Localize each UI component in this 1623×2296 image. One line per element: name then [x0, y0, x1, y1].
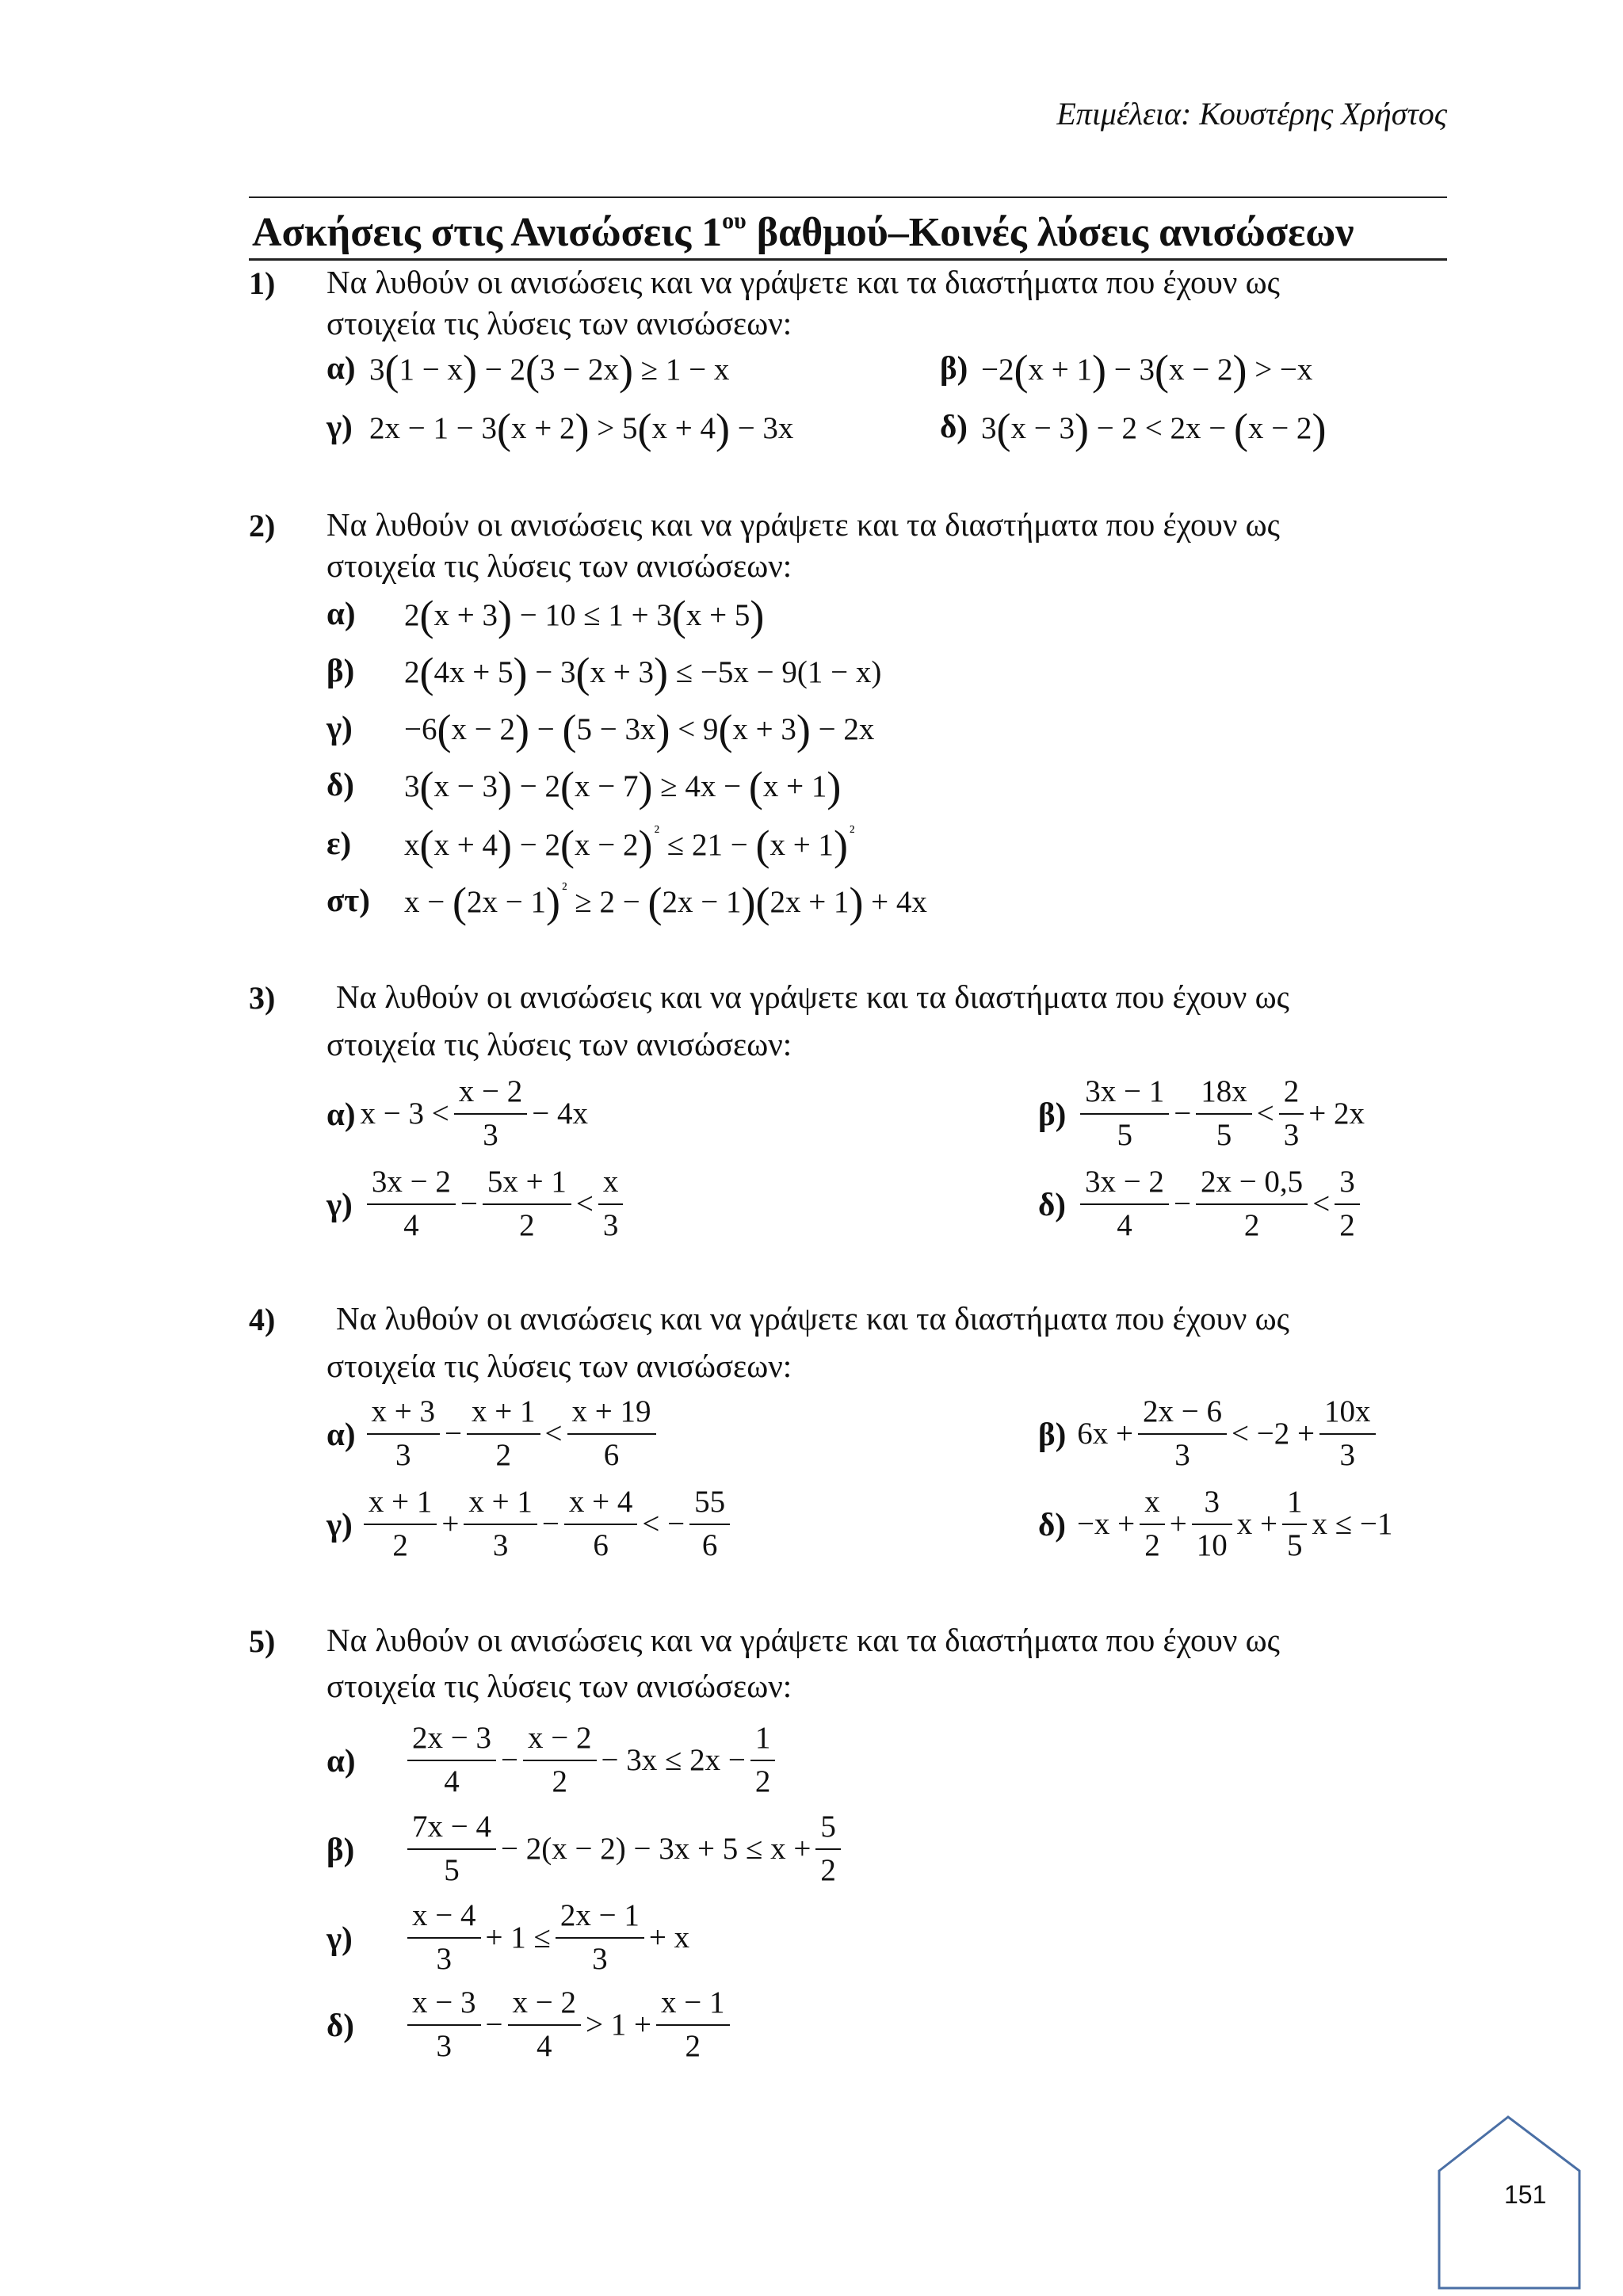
instruction-line1: Να λυθούν οι ανισώσεις και να γράψετε και τα διαστήματα που έχουν ως: [327, 1622, 1280, 1658]
page-header-author: Επιμέλεια: Κουστέρης Χρήστος: [1056, 96, 1447, 132]
instruction-line1: Να λυθούν οι ανισώσεις και να γράψετε και τα διαστήματα που έχουν ως: [327, 506, 1280, 543]
inequality-4b: β) 6x + $\frac{2x - 6}{3}$ < −2 + $\frac{10x}{3}$: [1038, 1391, 1381, 1476]
inequality-4a: α) $\frac{x + 3}{3}$ − $\frac{x + 1}{2}$ < $\frac{x + 19}{6}$: [327, 1391, 661, 1476]
exercise-number: 1): [249, 265, 276, 301]
inequality-5a: α) $\frac{2x - 3}{4}$ − $\frac{x - 2}{2}$ − 3x ≤ 2x − $\frac{1}{2}$: [327, 1718, 780, 1802]
instruction-line1: Να λυθούν οι ανισώσεις και να γράψετε και τα διαστήματα που έχουν ως: [336, 1300, 1289, 1337]
item-label: δ): [327, 766, 354, 803]
inequality-3b: β) $\frac{3x - 1}{5}$ − $\frac{18x}{5}$ < $\frac{2}{3}$ + 2x: [1038, 1071, 1365, 1156]
instruction-line1: Να λυθούν οι ανισώσεις και να γράψετε και τα διαστήματα που έχουν ως: [327, 264, 1280, 300]
inequality-2e: $x(x + 4) - 2(x - 2)^{^2} \le 21 - (x + 1)^{^2}$: [404, 822, 855, 869]
page-title: Ασκήσεις στις Ανισώσεις $1^{o\upsilon}$ βαθμού–Κοινές λύσεις ανισώσεων: [252, 208, 1354, 255]
instruction-line2: στοιχεία τις λύσεις των ανισώσεων:: [327, 1348, 792, 1384]
inequality-4c: γ) $\frac{x + 1}{2}$ + $\frac{x + 1}{3}$ − $\frac{x + 4}{6}$ < − $\frac{55}{6}$: [327, 1482, 735, 1566]
item-label: γ): [327, 408, 353, 444]
instruction-line2: στοιχεία τις λύσεις των ανισώσεων:: [327, 305, 792, 341]
title-bottom-rule: [249, 258, 1447, 261]
exercise-number: 3): [249, 980, 276, 1016]
inequality-4d: δ) −x + $\frac{x}{2}$ + $\frac{3}{10}$ x + $\frac{1}{5}$ x ≤ −1: [1038, 1482, 1392, 1566]
inequality-2d: 3(x − 3) − 2(x − 7) ≥ 4x − (x + 1): [404, 763, 842, 810]
exercise-number: 2): [249, 508, 276, 543]
item-label: β): [940, 349, 968, 386]
item-label: δ): [940, 408, 968, 444]
exercise-number: 5): [249, 1623, 276, 1659]
item-label: β): [327, 652, 355, 688]
item-label: στ): [327, 882, 370, 918]
inequality-5b: β) $\frac{7x - 4}{5}$ − 2(x − 2) − 3x + 5 ≤ x + $\frac{5}{2}$: [327, 1806, 846, 1891]
instruction-line2: στοιχεία τις λύσεις των ανισώσεων:: [327, 547, 792, 584]
inequality-3c: γ) $\frac{3x - 2}{4}$ − $\frac{5x + 1}{2}$ < $\frac{x}{3}$: [327, 1161, 628, 1246]
item-label: α): [327, 595, 356, 631]
inequality-2b: 2(4x + 5) − 3(x + 3) ≤ −5x − 9(1 − x): [404, 649, 882, 696]
title-top-rule: [249, 196, 1447, 198]
inequality-1c: 2x − 1 − 3(x + 2) > 5(x + 4) − 3x: [369, 405, 794, 452]
inequality-2c: −6(x − 2) − (5 − 3x) < 9(x + 3) − 2x: [404, 706, 875, 753]
inequality-2a: 2(x + 3) − 10 ≤ 1 + 3(x + 5): [404, 592, 765, 639]
inequality-3d: δ) $\frac{3x - 2}{4}$ − $\frac{2x - 0,5}{2}$ < $\frac{3}{2}$: [1038, 1161, 1365, 1246]
item-label: ε): [327, 825, 352, 861]
inequality-1d: 3(x − 3) − 2 < 2x − (x − 2): [981, 405, 1327, 452]
inequality-1a: 3(1 − x) − 2(3 − 2x) ≥ 1 − x: [369, 346, 730, 394]
item-label: α): [327, 349, 356, 386]
item-label: γ): [327, 709, 353, 746]
inequality-5c: γ) $\frac{x - 4}{3}$ + 1 ≤ $\frac{2x - 1}{3}$ + x: [327, 1895, 689, 1980]
instruction-line2: στοιχεία τις λύσεις των ανισώσεων:: [327, 1668, 792, 1704]
exercise-number: 4): [249, 1302, 276, 1337]
instruction-line2: στοιχεία τις λύσεις των ανισώσεων:: [327, 1026, 792, 1062]
inequality-1b: −2(x + 1) − 3(x − 2) > −x: [981, 346, 1313, 394]
page-number: 151: [1504, 2180, 1547, 2209]
instruction-line1: Να λυθούν οι ανισώσεις και να γράψετε και τα διαστήματα που έχουν ως: [336, 978, 1289, 1015]
inequality-2st: $x - (2x - 1)^{^2} \ge 2 - (2x - 1)(2x + 1) + 4x$: [404, 879, 927, 926]
inequality-3a: α) x − 3 < $\frac{x - 2}{3}$ − 4x: [327, 1071, 588, 1156]
inequality-5d: δ) $\frac{x - 3}{3}$ − $\frac{x - 2}{4}$ > 1 + $\frac{x - 1}{2}$: [327, 1982, 735, 2067]
